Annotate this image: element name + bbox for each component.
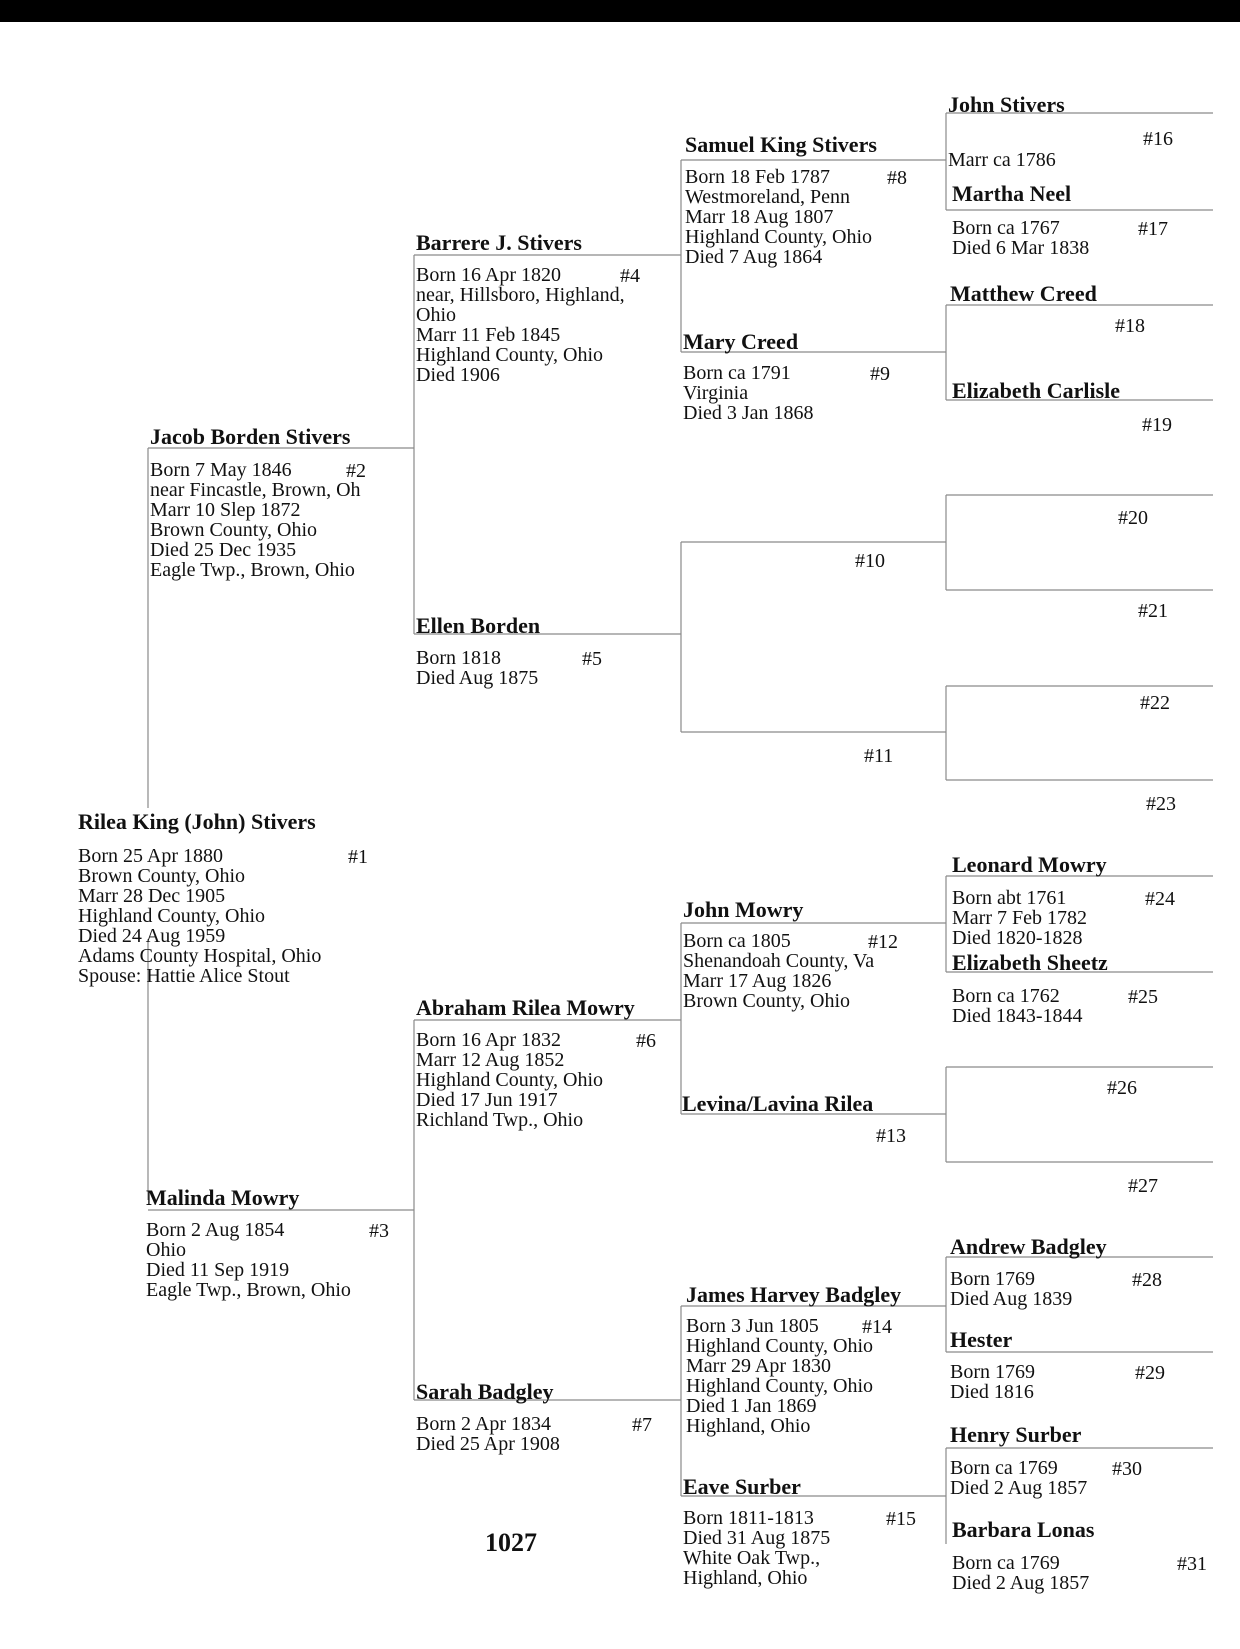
generation-number: #13 bbox=[876, 1125, 906, 1147]
detail-line: Eagle Twp., Brown, Ohio bbox=[150, 559, 355, 581]
detail-line: Highland County, Ohio bbox=[78, 905, 266, 927]
detail-line: Highland County, Ohio bbox=[685, 226, 873, 248]
person-name: Ellen Borden bbox=[416, 613, 541, 638]
person-name: Matthew Creed bbox=[950, 281, 1097, 306]
detail-line: Marr 11 Feb 1845 bbox=[416, 324, 561, 346]
generation-number: #21 bbox=[1138, 600, 1168, 622]
person-details bbox=[950, 1269, 1072, 1309]
detail-line: Born ca 1762 bbox=[952, 985, 1060, 1007]
page-number: 1027 bbox=[485, 1528, 537, 1557]
generation-number: #9 bbox=[870, 363, 890, 385]
detail-line: Highland, Ohio bbox=[686, 1415, 811, 1437]
detail-line: near Fincastle, Brown, Oh bbox=[150, 479, 361, 501]
detail-line: Brown County, Ohio bbox=[78, 865, 246, 887]
generation-number: #11 bbox=[864, 745, 894, 767]
generation-number: #16 bbox=[1143, 128, 1173, 150]
person-details bbox=[952, 218, 1089, 258]
detail-line: Born 18 Feb 1787 bbox=[685, 166, 830, 188]
person-details bbox=[146, 1220, 351, 1300]
person-name: John Stivers bbox=[948, 92, 1065, 117]
generation-number: #28 bbox=[1132, 1269, 1162, 1291]
generation-number: #5 bbox=[582, 648, 602, 670]
person-details bbox=[948, 150, 1056, 170]
person-details bbox=[950, 1458, 1087, 1498]
person-name: John Mowry bbox=[683, 897, 804, 922]
detail-line: Highland County, Ohio bbox=[686, 1375, 874, 1397]
person-name: Sarah Badgley bbox=[416, 1379, 554, 1404]
person-name: Andrew Badgley bbox=[950, 1234, 1107, 1259]
detail-line: Born ca 1767 bbox=[952, 217, 1060, 239]
detail-line: Died 1820-1828 bbox=[952, 927, 1083, 949]
generation-number: #4 bbox=[620, 265, 640, 287]
detail-line: Born 2 Apr 1834 bbox=[416, 1413, 551, 1435]
person-details bbox=[686, 1316, 873, 1436]
detail-line: Born 16 Apr 1820 bbox=[416, 264, 561, 286]
detail-line: Born 7 May 1846 bbox=[150, 459, 292, 481]
person-name: Barrere J. Stivers bbox=[416, 230, 582, 255]
person-details bbox=[952, 986, 1083, 1026]
detail-line: Shenandoah County, Va bbox=[683, 950, 875, 972]
detail-line: Ohio bbox=[146, 1239, 186, 1261]
detail-line: Died 17 Jun 1917 bbox=[416, 1089, 558, 1111]
detail-line: Brown County, Ohio bbox=[683, 990, 851, 1012]
person-details bbox=[952, 888, 1087, 948]
generation-number: #6 bbox=[636, 1030, 656, 1052]
generation-number: #19 bbox=[1142, 414, 1172, 436]
person-details bbox=[683, 1508, 830, 1588]
person-name: Elizabeth Carlisle bbox=[952, 378, 1121, 403]
generation-number: #1 bbox=[348, 846, 368, 868]
person-details bbox=[416, 1030, 603, 1130]
person-details bbox=[950, 1362, 1035, 1402]
detail-line: Died 6 Mar 1838 bbox=[952, 237, 1090, 259]
detail-line: Died 25 Apr 1908 bbox=[416, 1433, 560, 1455]
person-name: Samuel King Stivers bbox=[685, 132, 877, 157]
detail-line: Died 1843-1844 bbox=[952, 1005, 1083, 1027]
detail-line: Died 24 Aug 1959 bbox=[78, 925, 226, 947]
detail-line: Born 1818 bbox=[416, 647, 501, 669]
detail-line: Died 31 Aug 1875 bbox=[683, 1527, 831, 1549]
person-details bbox=[685, 167, 872, 267]
detail-line: Born ca 1769 bbox=[952, 1552, 1060, 1574]
person-details bbox=[78, 846, 321, 986]
generation-number: #23 bbox=[1146, 793, 1176, 815]
detail-line: Brown County, Ohio bbox=[150, 519, 318, 541]
detail-line: Born 1811-1813 bbox=[683, 1507, 814, 1529]
detail-line: Marr ca 1786 bbox=[948, 149, 1056, 171]
detail-line: Died 7 Aug 1864 bbox=[685, 246, 823, 268]
detail-line: Died 25 Dec 1935 bbox=[150, 539, 297, 561]
person-name: Hester bbox=[950, 1327, 1013, 1352]
detail-line: Marr 17 Aug 1826 bbox=[683, 970, 832, 992]
generation-number: #20 bbox=[1118, 507, 1148, 529]
person-name: Levina/Lavina Rilea bbox=[682, 1091, 874, 1116]
detail-line: Born 1769 bbox=[950, 1268, 1035, 1290]
person-name: Jacob Borden Stivers bbox=[150, 424, 351, 449]
person-name: Martha Neel bbox=[952, 181, 1072, 206]
person-name: Elizabeth Sheetz bbox=[952, 950, 1108, 975]
detail-line: Highland County, Ohio bbox=[416, 344, 604, 366]
generation-number: #7 bbox=[632, 1414, 652, 1436]
detail-line: Marr 7 Feb 1782 bbox=[952, 907, 1087, 929]
detail-line: Died 3 Jan 1868 bbox=[683, 402, 814, 424]
detail-line: Virginia bbox=[683, 382, 749, 404]
detail-line: Marr 12 Aug 1852 bbox=[416, 1049, 565, 1071]
detail-line: Died Aug 1875 bbox=[416, 667, 539, 689]
detail-line: Born 3 Jun 1805 bbox=[686, 1315, 819, 1337]
detail-line: Highland, Ohio bbox=[683, 1567, 808, 1589]
person-details bbox=[416, 265, 625, 385]
generation-number: #17 bbox=[1138, 218, 1168, 240]
detail-line: Born ca 1791 bbox=[683, 362, 791, 384]
detail-line: Died 1816 bbox=[950, 1381, 1034, 1403]
generation-number: #27 bbox=[1128, 1175, 1158, 1197]
generation-number: #25 bbox=[1128, 986, 1158, 1008]
person-details bbox=[683, 931, 874, 1011]
detail-line: Born 16 Apr 1832 bbox=[416, 1029, 561, 1051]
generation-number: #22 bbox=[1140, 692, 1170, 714]
person-name: Leonard Mowry bbox=[952, 852, 1107, 877]
person-details bbox=[952, 1553, 1089, 1593]
detail-line: Highland County, Ohio bbox=[416, 1069, 604, 1091]
detail-line: Spouse: Hattie Alice Stout bbox=[78, 965, 290, 987]
detail-line: Died 1 Jan 1869 bbox=[686, 1395, 817, 1417]
detail-line: Eagle Twp., Brown, Ohio bbox=[146, 1279, 351, 1301]
detail-line: Adams County Hospital, Ohio bbox=[78, 945, 322, 967]
person-details bbox=[416, 648, 538, 688]
detail-line: Born abt 1761 bbox=[952, 887, 1067, 909]
generation-number: #3 bbox=[369, 1220, 389, 1242]
generation-number: #18 bbox=[1115, 315, 1145, 337]
detail-line: Ohio bbox=[416, 304, 456, 326]
person-name: Eave Surber bbox=[683, 1474, 801, 1499]
generation-number: #31 bbox=[1177, 1553, 1207, 1575]
detail-line: Died 2 Aug 1857 bbox=[950, 1477, 1088, 1499]
person-details bbox=[683, 363, 814, 423]
person-name: Mary Creed bbox=[683, 329, 799, 354]
generation-number: #14 bbox=[862, 1316, 892, 1338]
generation-number: #26 bbox=[1107, 1077, 1137, 1099]
generation-number: #15 bbox=[886, 1508, 916, 1530]
person-details bbox=[416, 1414, 560, 1454]
detail-line: Born 2 Aug 1854 bbox=[146, 1219, 285, 1241]
detail-line: Marr 29 Apr 1830 bbox=[686, 1355, 831, 1377]
detail-line: Highland County, Ohio bbox=[686, 1335, 874, 1357]
detail-line: Died 11 Sep 1919 bbox=[146, 1259, 290, 1281]
detail-line: Born ca 1769 bbox=[950, 1457, 1058, 1479]
detail-line: Born ca 1805 bbox=[683, 930, 791, 952]
detail-line: White Oak Twp., bbox=[683, 1547, 821, 1569]
generation-number: #29 bbox=[1135, 1362, 1165, 1384]
generation-number: #8 bbox=[887, 167, 907, 189]
detail-line: near, Hillsboro, Highland, bbox=[416, 284, 625, 306]
detail-line: Died Aug 1839 bbox=[950, 1288, 1073, 1310]
person-name: Malinda Mowry bbox=[146, 1185, 300, 1210]
generation-number: #10 bbox=[855, 550, 885, 572]
detail-line: Marr 28 Dec 1905 bbox=[78, 885, 226, 907]
detail-line: Died 2 Aug 1857 bbox=[952, 1572, 1090, 1594]
detail-line: Born 1769 bbox=[950, 1361, 1035, 1383]
person-name: Abraham Rilea Mowry bbox=[416, 995, 635, 1020]
detail-line: Marr 10 Slep 1872 bbox=[150, 499, 301, 521]
person-name: Rilea King (John) Stivers bbox=[78, 809, 316, 834]
detail-line: Died 1906 bbox=[416, 364, 500, 386]
person-name: James Harvey Badgley bbox=[686, 1282, 902, 1307]
generation-number: #24 bbox=[1145, 888, 1175, 910]
generation-number: #30 bbox=[1112, 1458, 1142, 1480]
detail-line: Born 25 Apr 1880 bbox=[78, 845, 223, 867]
person-name: Henry Surber bbox=[950, 1422, 1082, 1447]
detail-line: Westmoreland, Penn bbox=[685, 186, 851, 208]
generation-number: #2 bbox=[346, 460, 366, 482]
detail-line: Marr 18 Aug 1807 bbox=[685, 206, 834, 228]
person-details bbox=[150, 460, 361, 580]
detail-line: Richland Twp., Ohio bbox=[416, 1109, 584, 1131]
generation-number: #12 bbox=[868, 931, 898, 953]
person-name: Barbara Lonas bbox=[952, 1517, 1095, 1542]
